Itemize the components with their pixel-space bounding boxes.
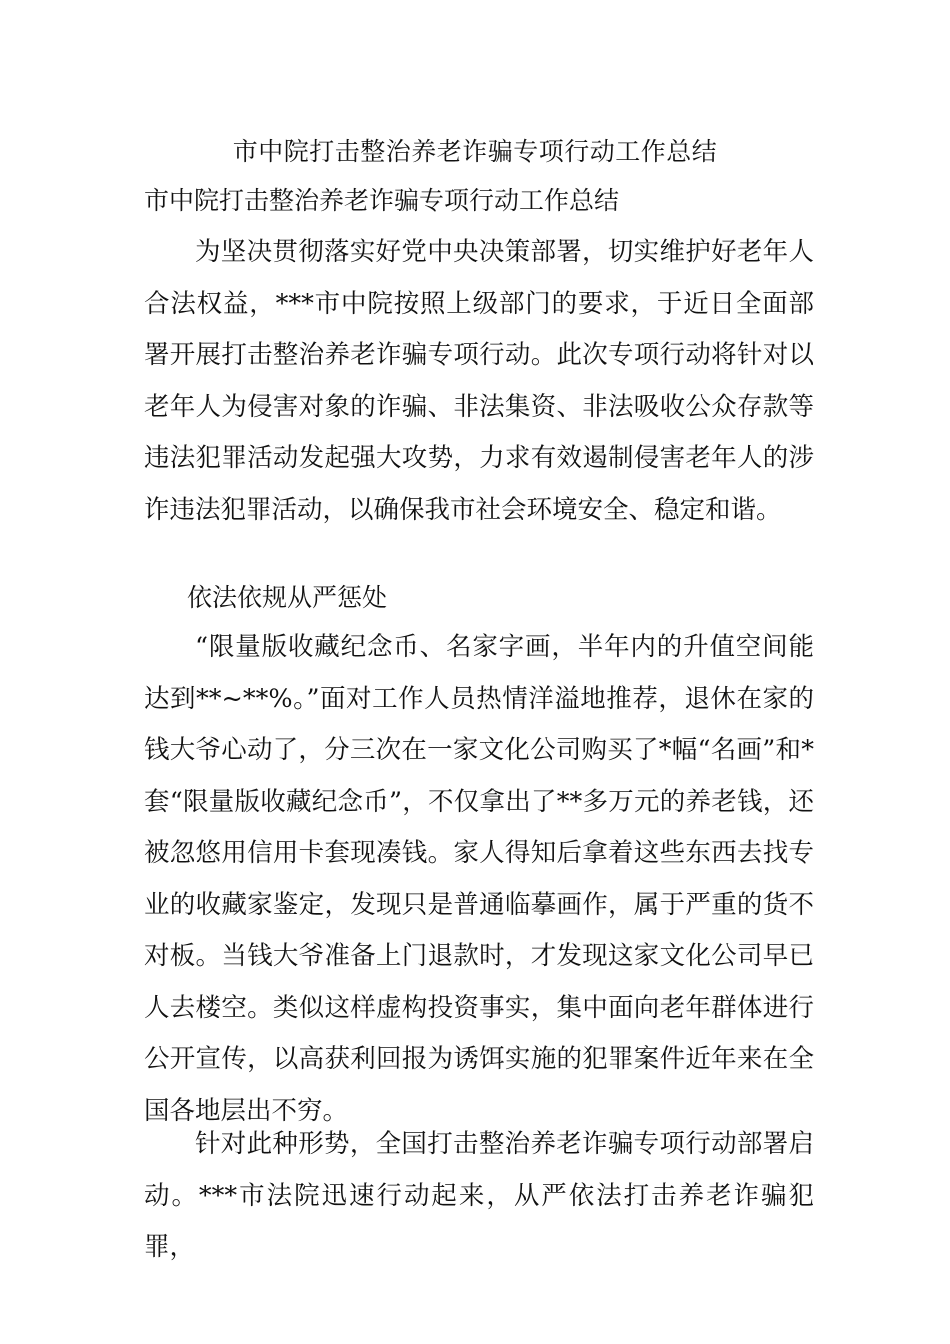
paragraph-intro: 为坚决贯彻落实好党中央决策部署，切实维护好老年人合法权益，***市中院按照上级部门的要求，于近日全面部署开展打击整治养老诈骗专项行动。此次专项行动将针对以老年人为侵害对象的诈骗、非法集资、非法吸收公众存款等违法犯罪活动发起强大攻势，力求有效遏制侵害老年人的涉诈违法犯罪活动，以确保我市社会环境安全、稳定和谐。 xyxy=(144,237,814,525)
paragraph-case-story: “限量版收藏纪念币、名家字画，半年内的升值空间能达到**~**%。”面对工作人员热情洋溢地推荐，退休在家的钱大爷心动了，分三次在一家文化公司购买了*幅“名画”和*套“限量版收藏纪念币”，不仅拿出了**多万元的养老钱，还被忽悠用信用卡套现凑钱。家人得知后拿着这些东西去找专业的收藏家鉴定，发现只是普通临摹画作，属于严重的货不对板。当钱大爷准备上门退款时，才发现这家文化公司早已人去楼空。类似这样虚构投资事实，集中面向老年群体进行公开宣传，以高获利回报为诱饵实施的犯罪案件近年来在全国各地层出不穷。 xyxy=(144,632,814,1126)
section-heading: 依法依规从严惩处 xyxy=(187,583,388,612)
paragraph-response: 针对此种形势，全国打击整治养老诈骗专项行动部署启动。***市法院迅速行动起来，从严依法打击养老诈骗犯罪， xyxy=(144,1129,814,1262)
document-title: 市中院打击整治养老诈骗专项行动工作总结 xyxy=(232,137,718,166)
document-subtitle: 市中院打击整治养老诈骗专项行动工作总结 xyxy=(144,186,620,215)
